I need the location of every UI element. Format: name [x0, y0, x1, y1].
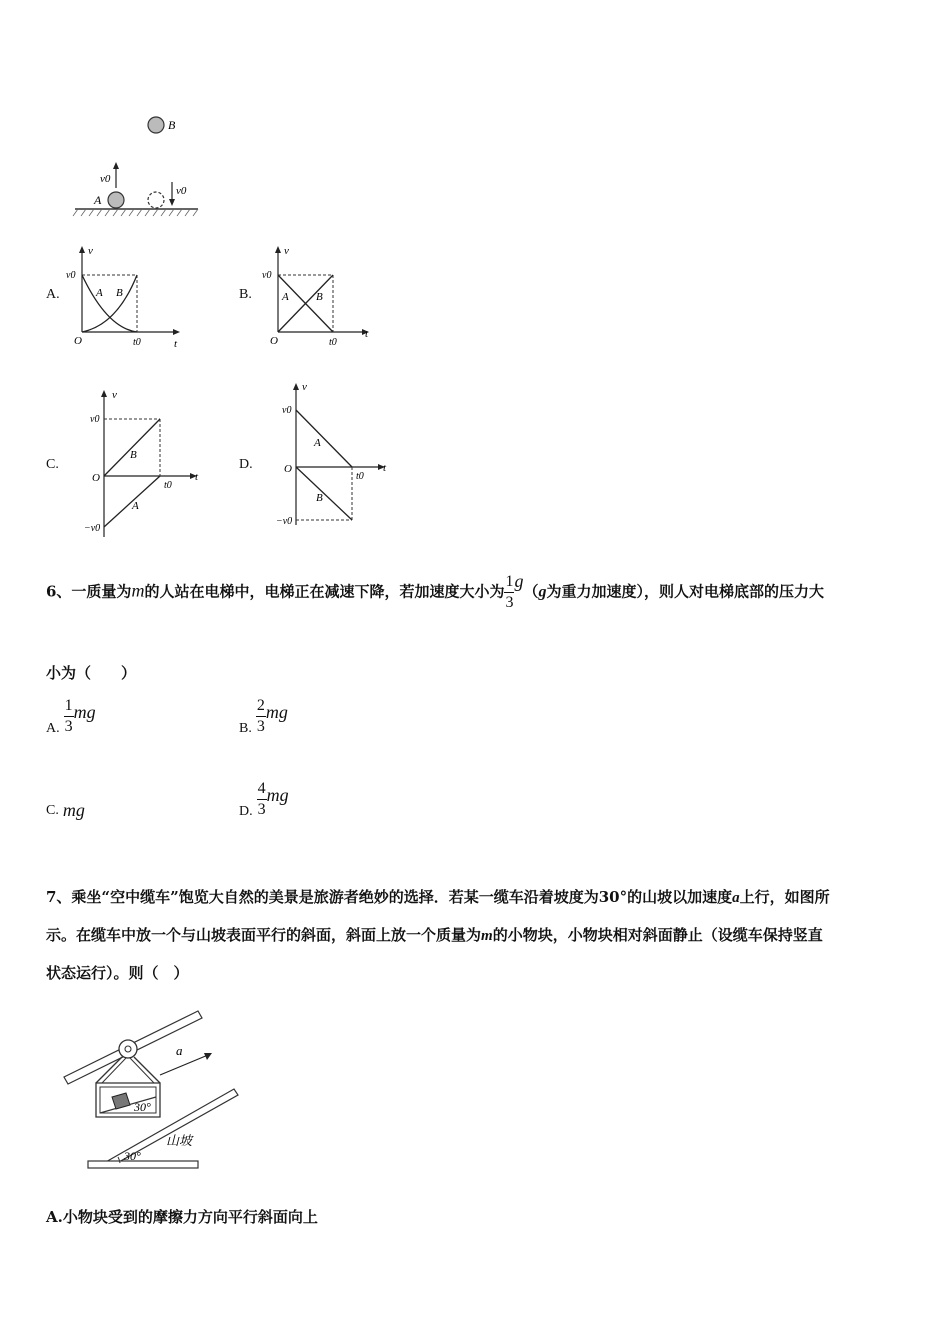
cable-car-figure [60, 1005, 250, 1175]
label-v0-down: v0 [176, 185, 187, 197]
svg-text:v0: v0 [282, 405, 292, 416]
svg-text:v: v [302, 381, 307, 393]
svg-text:t0: t0 [356, 471, 364, 482]
q6-option-c[interactable]: C. mg [46, 800, 85, 820]
svg-text:v: v [284, 245, 289, 257]
svg-text:t0: t0 [164, 480, 172, 491]
svg-text:t0: t0 [329, 337, 337, 348]
svg-text:t0: t0 [133, 337, 141, 348]
svg-text:t: t [174, 338, 178, 350]
label-v0-up: v0 [100, 173, 111, 185]
q6-option-d[interactable]: D. $\frac{4}{3}$ mg [239, 779, 289, 819]
svg-text:−v0: −v0 [276, 516, 293, 527]
svg-text:v0: v0 [90, 414, 100, 425]
q5-option-a-letter: A. [46, 287, 60, 302]
svg-text:A: A [314, 437, 321, 449]
q5-option-b-graph[interactable] [258, 240, 388, 350]
q6-option-a[interactable]: A. $\frac{1}{3}$ mg [46, 696, 96, 736]
svg-text:O: O [92, 472, 100, 484]
svg-text:B: B [316, 291, 323, 303]
q6-stem: 6、一质量为m的人站在电梯中，电梯正在减速下降，若加速度大小为 $\frac{1}{3}$ g（g为重力加速度），则人对电梯底部的压力大 [46, 570, 824, 611]
q5-option-c-graph[interactable] [82, 382, 212, 542]
svg-text:O: O [284, 463, 292, 475]
svg-text:A: A [282, 291, 289, 303]
q5-option-a-graph[interactable] [62, 240, 192, 350]
svg-text:v: v [88, 245, 93, 257]
q6-stem-line2: 小为（ ） [46, 664, 137, 682]
svg-text:−v0: −v0 [84, 523, 101, 534]
svg-text:B: B [130, 449, 137, 461]
svg-text:t: t [383, 462, 387, 474]
svg-text:v: v [112, 389, 117, 401]
svg-text:A: A [132, 500, 139, 512]
svg-text:v0: v0 [66, 270, 76, 281]
svg-text:A: A [96, 287, 103, 299]
q6-fraction: $\frac{1}{3}$ [505, 573, 514, 611]
svg-text:30°: 30° [134, 1100, 151, 1114]
svg-text:B: B [316, 492, 323, 504]
q5-option-b-letter: B. [239, 287, 252, 302]
q7-stem-line3: 状态运行）。则（ ） [46, 964, 189, 982]
label-B: B [168, 118, 176, 132]
q7-option-a[interactable]: A.小物块受到的摩擦力方向平行斜面向上 [46, 1208, 318, 1226]
q5-option-d-letter: D. [239, 457, 253, 472]
q5-option-c-letter: C. [46, 457, 59, 472]
svg-text:O: O [74, 335, 82, 347]
svg-text:t: t [365, 328, 369, 340]
svg-text:t: t [195, 471, 199, 483]
svg-text:O: O [270, 335, 278, 347]
ball-launch-figure [70, 110, 210, 220]
q7-stem-line2: 示。在缆车中放一个与山坡表面平行的斜面，斜面上放一个质量为m的小物块，小物块相对斜面静止（设缆车保持竖直 [46, 926, 823, 944]
q7-stem-line1: 7、乘坐“空中缆车”饱览大自然的美景是旅游者绝妙的选择．若某一缆车沿着坡度为30°的山坡以加速度a上行，如图所 [46, 888, 830, 906]
q5-option-d-graph[interactable] [272, 375, 402, 535]
svg-text:B: B [116, 287, 123, 299]
svg-text:30°: 30° [124, 1149, 141, 1163]
svg-text:a: a [176, 1043, 183, 1058]
q6-option-b[interactable]: B. $\frac{2}{3}$ mg [239, 696, 288, 736]
svg-text:v0: v0 [262, 270, 272, 281]
label-A: A [94, 193, 102, 207]
svg-text:山坡: 山坡 [166, 1133, 193, 1148]
